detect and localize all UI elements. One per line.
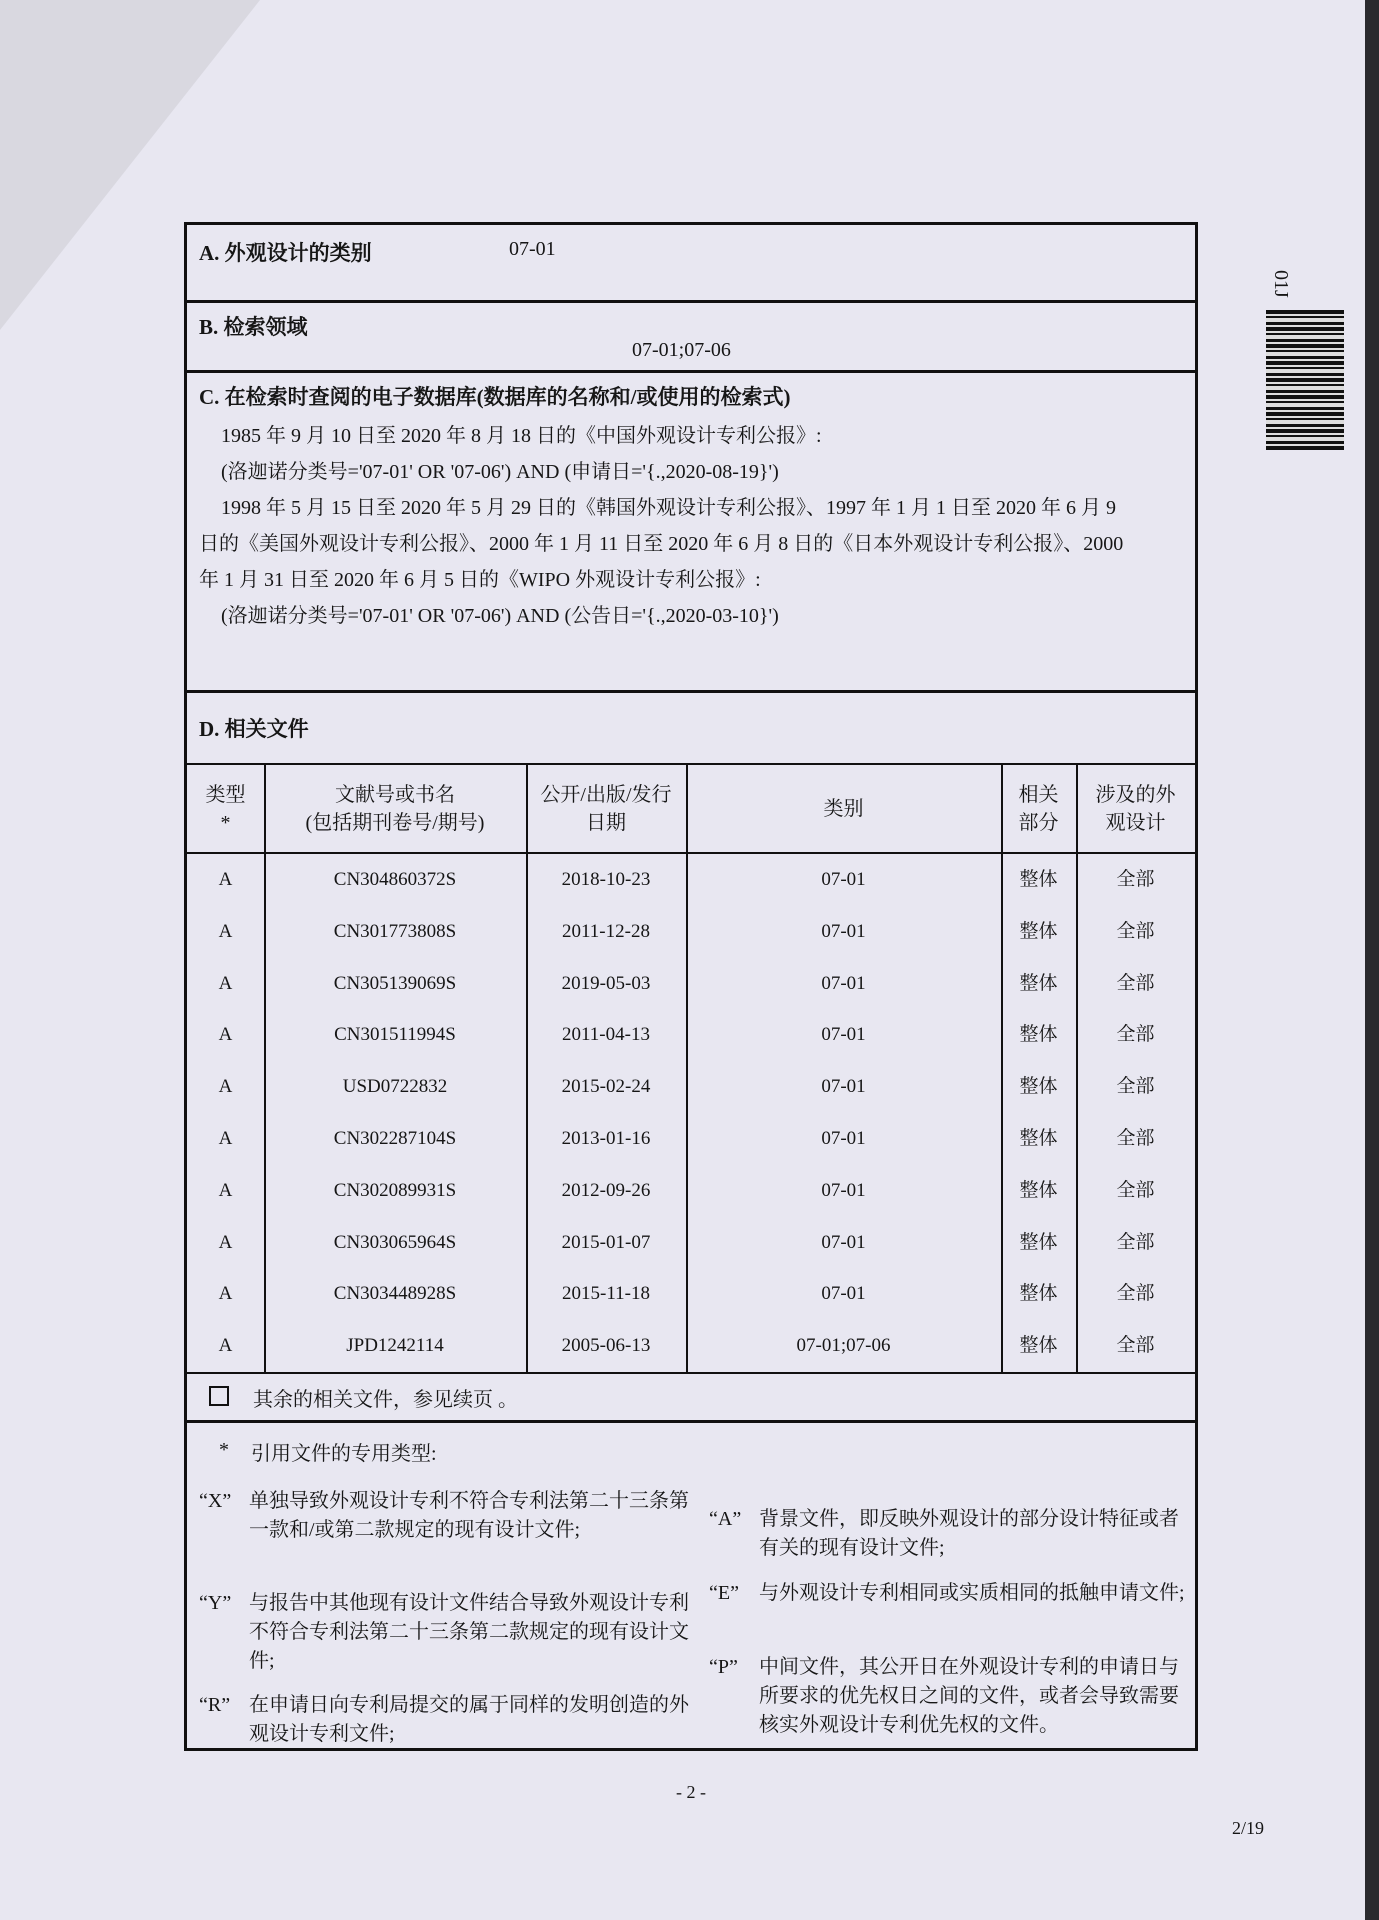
cell-design-involved: 全部: [1116, 1024, 1155, 1046]
more-documents-checkbox[interactable]: [209, 1386, 229, 1406]
cell-type: A: [218, 1128, 233, 1149]
section-d: [187, 693, 1195, 763]
cell-publication-date: 2015-11-18: [562, 1283, 650, 1305]
cell-type: A: [218, 920, 233, 942]
cell-related-part: 整体: [1019, 869, 1058, 890]
cell-publication-date: 2015-02-24: [561, 1076, 651, 1098]
section-c: [187, 373, 1195, 693]
cell-document-number: CN305139069S: [333, 972, 457, 994]
cell-publication-date: 2019-05-03: [561, 972, 651, 994]
db-line: 年 1 月 31 日至 2020 年 6 月 5 日的《WIPO 外观设计专利公报》:: [199, 569, 761, 591]
query-line: (洛迦诺分类号='07-01' OR '07-06') AND (公告日='{.,2020-03-10}'): [221, 605, 779, 627]
cell-publication-date: 2011-12-28: [562, 920, 650, 942]
page-count: 2/19: [1232, 1818, 1265, 1838]
cell-related-part: 整体: [1019, 1024, 1058, 1046]
more-documents-label: 其余的相关文件，参见续页 。: [253, 1389, 518, 1411]
section-a-label: A. 外观设计的类别: [199, 241, 372, 265]
cell-category: 07-01: [821, 1231, 866, 1253]
cell-related-part: 整体: [1019, 1128, 1058, 1149]
section-c-label: C. 在检索时查阅的电子数据库(数据库的名称和/或使用的检索式): [199, 385, 791, 409]
header-category: 类别: [823, 797, 864, 820]
cell-publication-date: 2018-10-23: [561, 869, 651, 890]
db-line: 日的《美国外观设计专利公报》、2000 年 1 月 11 日至 2020 年 6 月 8 日的《日本外观设计专利公报》、2000: [199, 533, 1124, 555]
header-design-involved: 涉及的外 观设计: [1095, 783, 1176, 834]
cell-publication-date: 2011-04-13: [562, 1024, 650, 1046]
cell-type: A: [218, 1179, 233, 1201]
cell-category: 07-01: [821, 920, 866, 942]
cell-design-involved: 全部: [1116, 1076, 1155, 1098]
cell-design-involved: 全部: [1116, 1231, 1155, 1253]
cell-type: A: [218, 972, 233, 994]
cell-design-involved: 全部: [1116, 869, 1155, 890]
barcode-label: 01J: [1270, 270, 1292, 298]
search-report-table: [184, 222, 1198, 1751]
db-line: 1985 年 9 月 10 日至 2020 年 8 月 18 日的《中国外观设计专利公报》:: [221, 425, 822, 447]
cell-type: A: [218, 869, 233, 890]
cell-design-involved: 全部: [1116, 1283, 1155, 1305]
cell-category: 07-01;07-06: [796, 1335, 891, 1357]
cell-category: 07-01: [821, 869, 866, 890]
cell-related-part: 整体: [1019, 1231, 1058, 1253]
cell-design-involved: 全部: [1116, 1179, 1155, 1201]
cell-document-number: CN302089931S: [333, 1179, 457, 1201]
barcode: [1266, 310, 1344, 450]
cell-design-involved: 全部: [1116, 1128, 1155, 1149]
cell-category: 07-01: [821, 1283, 866, 1305]
cell-related-part: 整体: [1019, 1076, 1058, 1098]
db-line: 1998 年 5 月 15 日至 2020 年 5 月 29 日的《韩国外观设计专利公报》、1997 年 1 月 1 日至 2020 年 6 月 9: [221, 497, 1116, 519]
scan-edge: [1365, 0, 1379, 1920]
cell-document-number: CN303065964S: [333, 1231, 457, 1253]
cell-related-part: 整体: [1019, 1335, 1058, 1357]
cell-type: A: [218, 1076, 233, 1098]
cell-publication-date: 2012-09-26: [561, 1179, 651, 1201]
more-documents-row: [187, 1370, 1195, 1423]
cell-document-number: JPD1242114: [346, 1335, 444, 1357]
legend-title: 引用文件的专用类型:: [251, 1443, 437, 1465]
section-b-value: 07-01;07-06: [632, 339, 731, 361]
header-document-number: 文献号或书名 (包括期刊卷号/期号): [305, 783, 485, 834]
cell-category: 07-01: [821, 1179, 866, 1201]
cell-document-number: CN303448928S: [333, 1283, 457, 1305]
cell-category: 07-01: [821, 1024, 866, 1046]
cell-document-number: CN301511994S: [334, 1024, 456, 1046]
cell-design-involved: 全部: [1116, 1335, 1155, 1357]
section-a-value: 07-01: [509, 238, 556, 260]
cell-related-part: 整体: [1019, 920, 1058, 942]
citations-grid: [187, 763, 1195, 1374]
cell-type: A: [218, 1283, 233, 1305]
header-related-part: 相关 部分: [1018, 783, 1059, 834]
cell-type: A: [218, 1335, 233, 1357]
legend-star: *: [219, 1439, 229, 1461]
cell-publication-date: 2015-01-07: [561, 1231, 651, 1253]
cell-design-involved: 全部: [1116, 920, 1155, 942]
cell-category: 07-01: [821, 1076, 866, 1098]
cell-document-number: CN302287104S: [333, 1128, 457, 1149]
page-number: - 2 -: [676, 1782, 706, 1802]
cell-publication-date: 2013-01-16: [561, 1128, 651, 1149]
legend: * 引用文件的专用类型: “X” 单独导致外观设计专利不符合专利法第二十三条第一款和/或第二款规定的现有设计文件; “Y” 与报告中其他现有设计文件结合导致外观设计专利不符合专利法第二十三条第二款规定的现有设计文件; “R” 在申请日向专利局提交的属于同样的发明创造的外观设计专利文件; “A” 背景文件，即反映外观设计的部分设计特征或者有关的现有设计文件; “E” 与外观设计专利相同或实质相同的抵触申请文件; “P” 中间文件，其公开日在外观设计专利的申请日与所要求的优先权日之间的文件，或者会导致需要核实外观设计专利优先权的文件。: [199, 1439, 1185, 1745]
cell-document-number: CN301773808S: [333, 920, 457, 942]
section-b-label: B. 检索领域: [199, 315, 308, 339]
cell-related-part: 整体: [1019, 972, 1058, 994]
cell-category: 07-01: [821, 1128, 866, 1149]
header-publication-date: 公开/出版/发行 日期: [540, 783, 672, 834]
cell-category: 07-01: [821, 972, 866, 994]
header-type: 类型 *: [205, 783, 246, 834]
cell-document-number: USD0722832: [342, 1076, 448, 1098]
cell-type: A: [218, 1024, 233, 1046]
cell-publication-date: 2005-06-13: [561, 1335, 651, 1357]
cell-design-involved: 全部: [1116, 972, 1155, 994]
cell-related-part: 整体: [1019, 1179, 1058, 1201]
section-d-label: D. 相关文件: [199, 717, 309, 741]
section-a: [187, 225, 1195, 303]
query-line: (洛迦诺分类号='07-01' OR '07-06') AND (申请日='{.,2020-08-19}'): [221, 461, 779, 483]
section-b: [187, 303, 1195, 373]
cell-related-part: 整体: [1019, 1283, 1058, 1305]
cell-type: A: [218, 1231, 233, 1253]
cell-document-number: CN304860372S: [333, 869, 457, 890]
